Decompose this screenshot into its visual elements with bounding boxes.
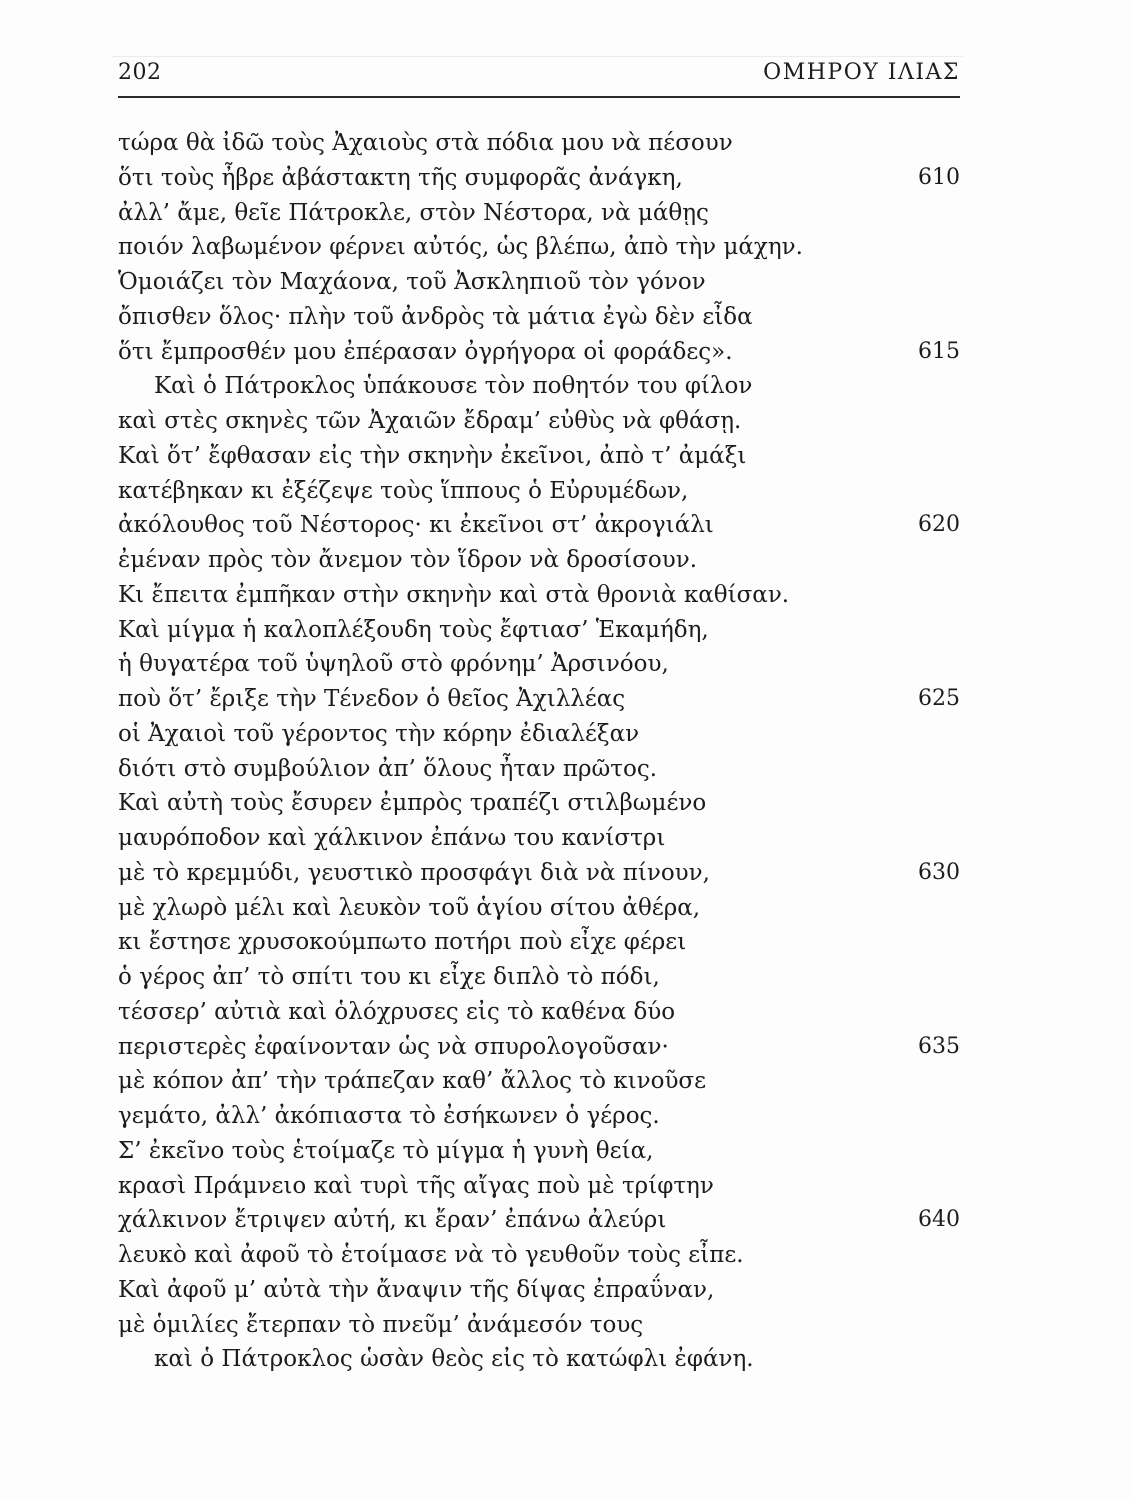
bleed-through-shadow	[112, 34, 963, 57]
verse-text: περιστερὲς ἐφαίνονταν ὡς νὰ σπυρολογοῦσαν·	[118, 1033, 669, 1060]
verse-line	[118, 196, 960, 231]
verse-line	[118, 474, 960, 509]
verse-text: μαυρόποδον καὶ χάλκινον ἐπάνω του κανίστρι	[118, 825, 666, 851]
page-number: 202	[118, 60, 162, 85]
verse-text: ἀλλ’ ἄμε, θεῖε Πάτροκλε, στὸν Νέστορα, νὰ μάθῃς	[118, 199, 709, 226]
verse-line	[118, 335, 960, 370]
verse-text: κρασὶ Πράμνειο καὶ τυρὶ τῆς αἴγας ποὺ μὲ τρίφτην	[118, 1172, 714, 1199]
verse-text: Σ’ ἐκεῖνο τοὺς ἑτοίμαζε τὸ μίγμα ἡ γυνὴ θεία,	[118, 1137, 654, 1164]
verse-line	[118, 1342, 960, 1377]
verse-number: 625	[918, 686, 960, 711]
verse-line	[118, 1203, 960, 1238]
verse-number: 620	[918, 512, 960, 538]
verse-text: ποὺ ὅτ’ ἔριξε τὴν Τένεδον ὁ θεῖος Ἀχιλλέας	[118, 686, 626, 712]
verse-number: 610	[918, 164, 960, 190]
verse-line	[118, 1238, 960, 1273]
verse-number: 630	[918, 859, 960, 885]
verse-line	[118, 543, 960, 578]
verse-line	[118, 578, 960, 613]
verse-line	[118, 126, 960, 161]
verse-line	[118, 925, 960, 960]
verse-line	[118, 300, 960, 335]
verse-text: ἀκόλουθος τοῦ Νέστορος· κι ἐκεῖνοι στ’ ἀκρογιάλι	[118, 512, 714, 539]
verse-text: οἱ Ἀχαιοὶ τοῦ γέροντος τὴν κόρην ἐδιαλέξαν	[118, 720, 640, 747]
verse-text: τέσσερ’ αὐτιὰ καὶ ὁλόχρυσες εἰς τὸ καθένα δύο	[118, 998, 676, 1025]
verse-number: 635	[918, 1033, 960, 1059]
verse-text: Κι ἔπειτα ἐμπῆκαν στὴν σκηνὴν καὶ στὰ θρονιὰ καθίσαν.	[118, 581, 790, 608]
verse-text: μὲ χλωρὸ μέλι καὶ λευκὸν τοῦ ἁγίου σίτου ἀθέρα,	[118, 894, 701, 921]
verse-line	[118, 752, 960, 787]
verse-text: ὅτι ἔμπροσθέν μου ἐπέρασαν ὀγρήγορα οἱ φοράδες».	[118, 338, 733, 365]
verse-line	[118, 995, 960, 1030]
verse-line	[118, 1134, 960, 1169]
verse-text: καὶ ὁ Πάτροκλος ὡσὰν θεὸς εἰς τὸ κατώφλι ἐφάνη.	[154, 1346, 754, 1373]
verse-text: ἐμέναν πρὸς τὸν ἄνεμον τὸν ἵδρον νὰ δροσίσουν.	[118, 547, 698, 573]
verse-text: Καὶ μίγμα ἡ καλοπλέξουδη τοὺς ἔφτιασ’ Ἑκαμήδη,	[118, 616, 709, 643]
verse-line	[118, 960, 960, 995]
verse-text: χάλκινον ἔτριψεν αὐτή, κι ἔραν’ ἐπάνω ἀλεύρι	[118, 1207, 667, 1234]
verse-line	[118, 265, 960, 300]
verse-line	[118, 1308, 960, 1343]
verse-text: Καὶ ἀφοῦ μ’ αὐτὰ τὴν ἄναψιν τῆς δίψας ἐπραΰναν,	[118, 1276, 715, 1303]
verse-line	[118, 647, 960, 682]
running-title: ΟΜΗΡΟΥ ΙΛΙΑΣ	[763, 60, 960, 85]
verse-line	[118, 508, 960, 543]
verse-text: διότι στὸ συμβούλιον ἀπ’ ὅλους ἦταν πρῶτος.	[118, 755, 658, 782]
verse-line	[118, 439, 960, 474]
verse-text: ὄπισθεν ὅλος· πλὴν τοῦ ἀνδρὸς τὰ μάτια ἐγὼ δὲν εἶδα	[118, 303, 753, 330]
verse-line	[118, 1099, 960, 1134]
verse-line	[118, 717, 960, 752]
verse-text: Ὁμοιάζει τὸν Μαχάονα, τοῦ Ἀσκληπιοῦ τὸν γόνον	[118, 269, 706, 295]
verse-line	[118, 821, 960, 856]
page-header	[118, 58, 960, 98]
verse-text: Καὶ αὐτὴ τοὺς ἔσυρεν ἐμπρὸς τραπέζι στιλβωμένο	[118, 790, 707, 817]
verse-line	[118, 1064, 960, 1099]
verse-text: γεμάτο, ἀλλ’ ἀκόπιαστα τὸ ἐσήκωνεν ὁ γέρος.	[118, 1103, 660, 1129]
verse-text: μὲ ὁμιλίες ἔτερπαν τὸ πνεῦμ’ ἀνάμεσόν τους	[118, 1311, 644, 1338]
verse-text: μὲ κόπον ἀπ’ τὴν τράπεζαν καθ’ ἄλλος τὸ κινοῦσε	[118, 1068, 707, 1095]
verse-line	[118, 1030, 960, 1065]
verse-line	[118, 786, 960, 821]
verse-line	[118, 891, 960, 926]
verse-text: ἡ θυγατέρα τοῦ ὑψηλοῦ στὸ φρόνημ’ Ἀρσινόου,	[118, 651, 669, 678]
verse-line	[118, 404, 960, 439]
verse-line	[118, 369, 960, 404]
verse-text: κι ἔστησε χρυσοκούμπωτο ποτήρι ποὺ εἶχε φέρει	[118, 929, 687, 956]
verse-text: ποιόν λαβωμένον φέρνει αὐτός, ὡς βλέπω, ἀπὸ τὴν μάχην.	[118, 234, 803, 261]
verse-text: τώρα θὰ ἰδῶ τοὺς Ἀχαιοὺς στὰ πόδια μου νὰ πέσουν	[118, 130, 733, 156]
verse-text: καὶ στὲς σκηνὲς τῶν Ἀχαιῶν ἔδραμ’ εὐθὺς νὰ φθάσῃ.	[118, 408, 742, 434]
verse-line	[118, 1273, 960, 1308]
verse-text: μὲ τὸ κρεμμύδι, γευστικὸ προσφάγι διὰ νὰ πίνουν,	[118, 859, 710, 886]
verse-line	[118, 161, 960, 196]
verse-text: Καὶ ὁ Πάτροκλος ὑπάκουσε τὸν ποθητόν του φίλον	[154, 373, 753, 400]
poem-text	[118, 126, 960, 1377]
verse-number: 640	[918, 1207, 960, 1233]
verse-text: λευκὸ καὶ ἀφοῦ τὸ ἑτοίμασε νὰ τὸ γευθοῦν τοὺς εἶπε.	[118, 1242, 744, 1268]
verse-text: κατέβηκαν κι ἐξέζεψε τοὺς ἵππους ὁ Εὐρυμέδων,	[118, 477, 689, 504]
verse-text: ὅτι τοὺς ἦβρε ἀβάστακτη τῆς συμφορᾶς ἀνάγκη,	[118, 164, 683, 191]
verse-line	[118, 613, 960, 648]
verse-line	[118, 1169, 960, 1204]
verse-text: ὁ γέρος ἀπ’ τὸ σπίτι του κι εἶχε διπλὸ τὸ πόδι,	[118, 964, 660, 990]
verse-number: 615	[918, 338, 960, 364]
verse-text: Καὶ ὅτ’ ἔφθασαν εἰς τὴν σκηνὴν ἐκεῖνοι, ἀπὸ τ’ ἀμάξι	[118, 442, 747, 469]
verse-line	[118, 682, 960, 717]
verse-line	[118, 230, 960, 265]
verse-line	[118, 856, 960, 891]
